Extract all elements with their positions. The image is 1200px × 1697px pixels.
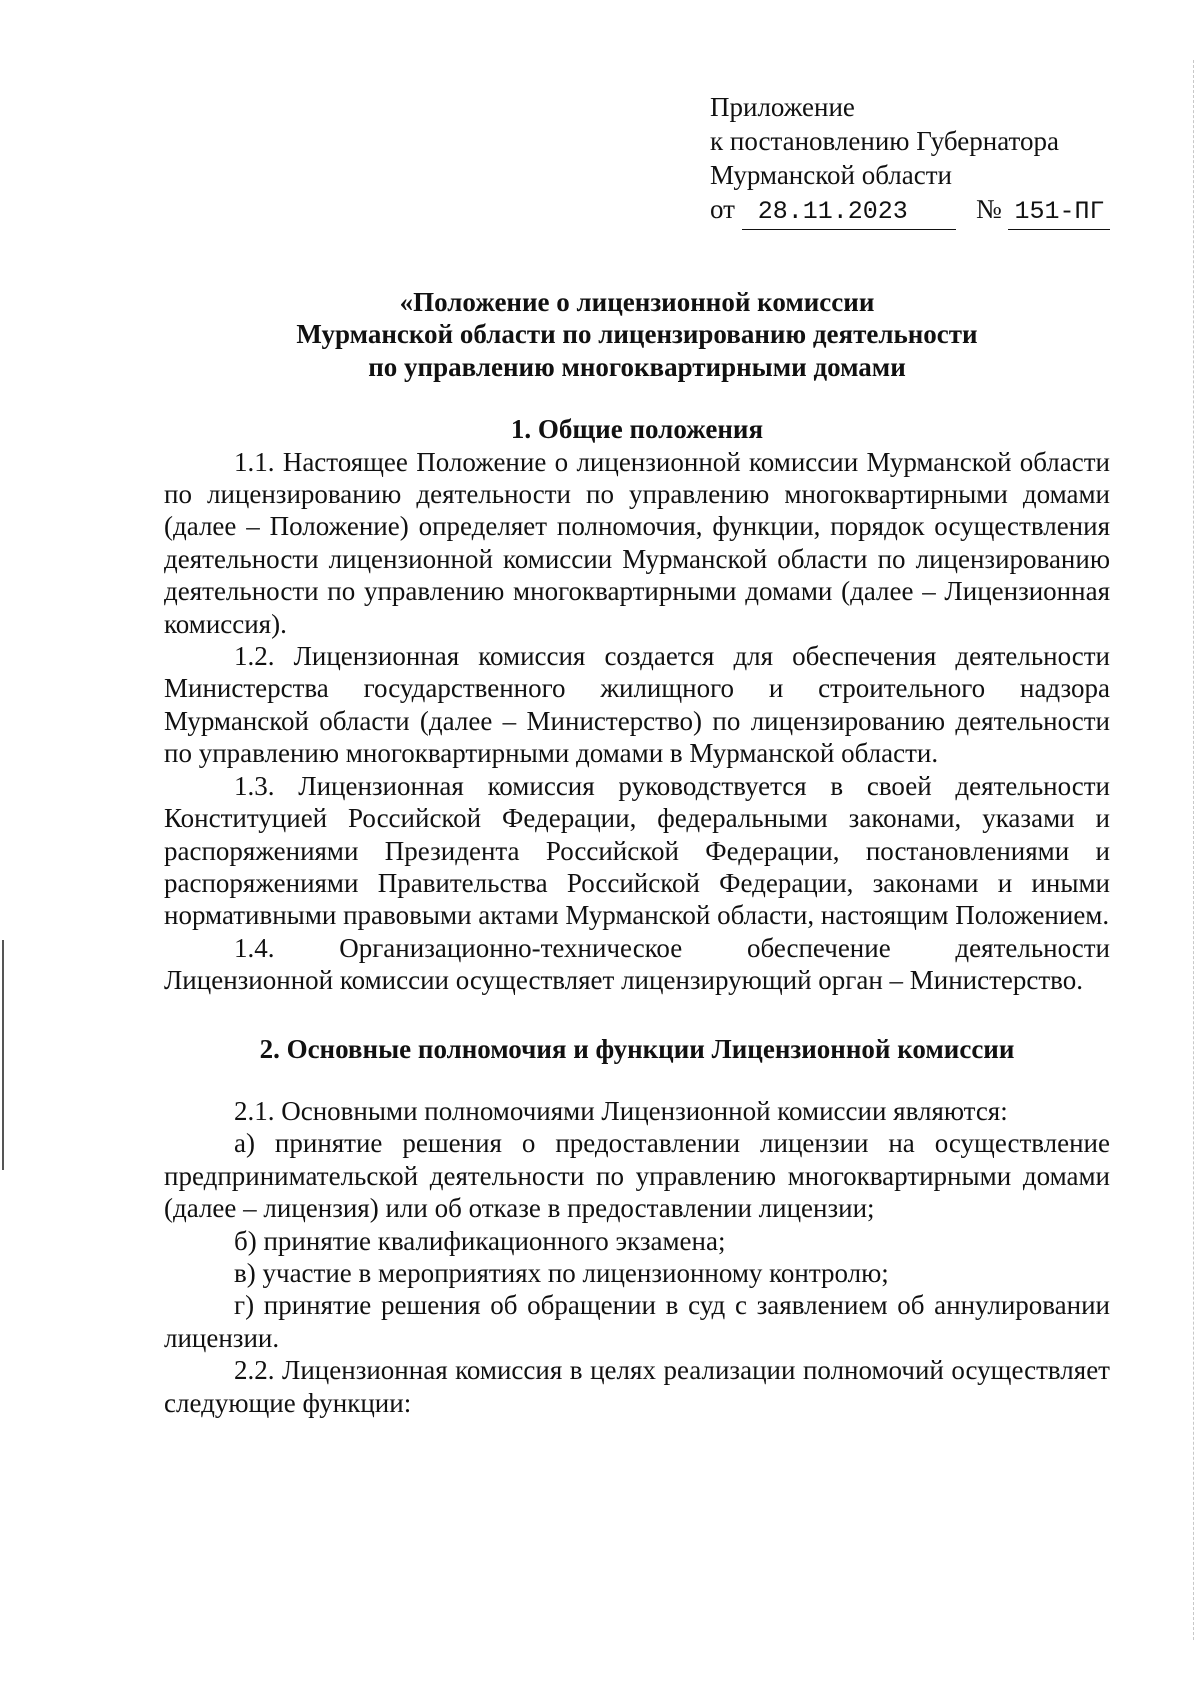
document-title [164, 286, 1110, 383]
paragraph: 1.1. Настоящее Положение о лицензионной комиссии Мурманской области по лицензированию деятельности по управлению многоквартирными домами (далее – Положение) определяет полномочия, функции, порядок осуществления деятельности лицензионной комиссии Мурманской области по лицензированию деятельности по управлению многоквартирными домами (далее – Лицензионная комиссия). [164, 446, 1110, 639]
decree-date: 28.11.2023 [742, 195, 956, 230]
title-line: «Положение о лицензионной комиссии [399, 287, 875, 317]
section-heading: 2. Основные полномочия и функции Лицензионной комиссии [259, 1033, 1015, 1064]
approval-line: Приложение [710, 92, 855, 122]
document-body [164, 286, 1110, 1419]
paragraph: 1.4. Организационно-техническое обеспечение деятельности Лицензионной комиссии осуществляет лицензирующий орган – Министерство. [164, 932, 1110, 996]
scan-edge-artifact [1192, 60, 1194, 1640]
list-item: в) участие в мероприятиях по лицензионному контролю; [234, 1257, 889, 1288]
approval-line: к постановлению Губернатора [710, 126, 1059, 156]
section-heading: 1. Общие положения [510, 414, 764, 445]
paragraph: 2.2. Лицензионная комиссия в целях реализации полномочий осуществляет следующие функции: [164, 1355, 1110, 1418]
date-prefix: от [710, 194, 735, 224]
list-item: г) принятие решения об обращении в суд с заявлением об аннулировании лицензии. [164, 1290, 1110, 1353]
decree-number: 151-ПГ [1008, 195, 1110, 230]
number-prefix: № [975, 194, 1002, 224]
paragraph: 2.1. Основными полномочиями Лицензионной комиссии являются: [234, 1095, 1008, 1126]
approval-date-line [710, 192, 1110, 230]
approval-block [710, 90, 1110, 230]
title-line: Мурманской области по лицензированию деятельности [296, 319, 978, 350]
list-item: б) принятие квалификационного экзамена; [234, 1225, 726, 1256]
paragraph: 1.2. Лицензионная комиссия создается для обеспечения деятельности Министерства государственного жилищного и строительного надзора Мурманской области (далее – Министерство) по лицензированию деятельности по управлению многоквартирными домами в Мурманской области. [164, 641, 1110, 769]
title-line: по управлению многоквартирными домами [368, 351, 906, 382]
scan-edge-artifact [2, 940, 4, 1170]
paragraph: 1.3. Лицензионная комиссия руководствуется в своей деятельности Конституцией Российской Федерации, федеральными законами, указами и распоряжениями Президента Российской Федерации, постановлениями и распоряжениями Правительства Российской Федерации, законами и иными нормативными правовыми актами Мурманской области, настоящим Положением. [164, 770, 1110, 931]
approval-line: Мурманской области [710, 160, 952, 190]
list-item: а) принятие решения о предоставлении лицензии на осуществление предпринимательской деятельности по управлению многоквартирными домами (далее – лицензия) или об отказе в предоставлении лицензии; [164, 1128, 1110, 1224]
